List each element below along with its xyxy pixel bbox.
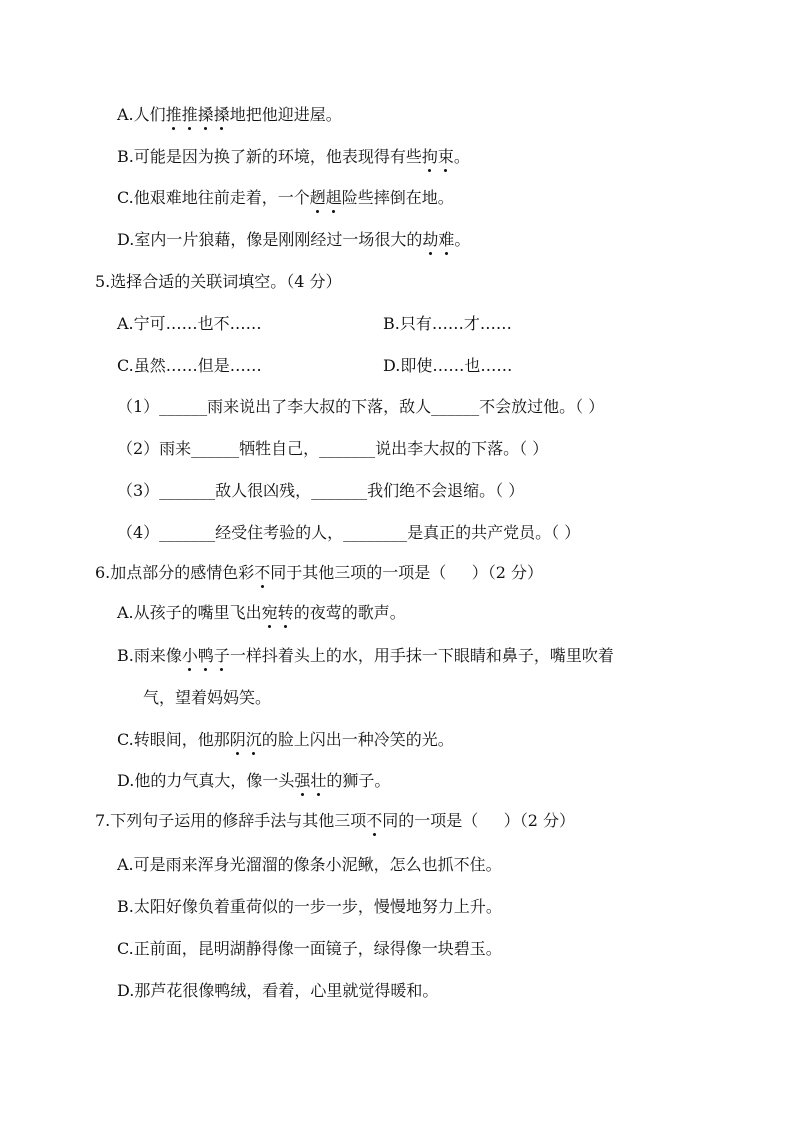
q6-option-d bbox=[117, 770, 390, 792]
emphasized-char: 推 bbox=[181, 105, 198, 124]
q5-title: 5.选择合适的关联词填空。（4 分） bbox=[95, 272, 342, 291]
emphasized-char: 束 bbox=[437, 147, 454, 166]
emphasized-char: 子 bbox=[213, 646, 230, 665]
q4-option-d bbox=[117, 229, 470, 251]
text-segment: 的夜莺的歌声。 bbox=[293, 603, 406, 622]
text-segment: 6.加点部分的感情色彩 bbox=[95, 563, 255, 582]
text-segment: B.可能是因为换了新的环境，他表现得有些 bbox=[117, 147, 422, 166]
emphasized-char: 宛 bbox=[261, 603, 278, 622]
emphasized-char: 不 bbox=[254, 563, 271, 582]
text-segment: 一样抖着头上的水，用手抹一下眼睛和鼻子，嘴里吹着 bbox=[229, 646, 614, 665]
q4-option-b bbox=[117, 146, 470, 168]
text-segment: C.他艰难地往前走着，一个 bbox=[117, 188, 310, 207]
emphasized-char: 小 bbox=[181, 646, 198, 665]
text-segment: A.人们 bbox=[117, 105, 166, 124]
q7-option-c: C.正前面，昆明湖静得像一面镜子，绿得像一块碧玉。 bbox=[117, 939, 502, 958]
q5-option-d: D.即使……也…… bbox=[383, 356, 513, 375]
emphasized-char: 转 bbox=[277, 603, 294, 622]
emphasized-char: 搡 bbox=[213, 105, 230, 124]
emphasized-char: 阴 bbox=[229, 730, 246, 749]
q5-option-c: C.虽然……但是…… bbox=[117, 356, 262, 375]
q5-option-a: A.宁可……也不…… bbox=[117, 314, 262, 333]
emphasized-char: 鸭 bbox=[197, 646, 214, 665]
q5-option-b: B.只有……才…… bbox=[383, 314, 512, 333]
text-segment: 同的一项是（ ）（2 分） bbox=[382, 811, 575, 830]
text-segment: D.他的力气真大，像一头 bbox=[117, 771, 295, 790]
q7-option-a: A.可是雨来浑身光溜溜的像条小泥鳅，怎么也抓不住。 bbox=[117, 855, 502, 874]
emphasized-char: 沉 bbox=[245, 730, 262, 749]
q6-option-b bbox=[117, 645, 614, 667]
text-segment: B.雨来像 bbox=[117, 646, 182, 665]
q4-option-a bbox=[117, 104, 342, 126]
q5-item-2: （2）雨来______牺牲自己，_______说出李大叔的下落。（ ） bbox=[117, 439, 549, 458]
text-segment: A.从孩子的嘴里飞出 bbox=[117, 603, 262, 622]
text-segment: 同于其他三项的一项是（ ）（2 分） bbox=[270, 563, 543, 582]
text-segment: 地把他迎进屋。 bbox=[229, 105, 342, 124]
text-segment: 的狮子。 bbox=[326, 771, 391, 790]
emphasized-char: 不 bbox=[366, 811, 383, 830]
emphasized-char: 推 bbox=[165, 105, 182, 124]
q7-title bbox=[95, 810, 575, 832]
q6-option-b-cont bbox=[143, 687, 271, 709]
q6-option-a bbox=[117, 602, 406, 624]
text-segment: 。 bbox=[454, 230, 471, 249]
q5-item-3: （3）_______敌人很凶残，_______我们绝不会退缩。（ ） bbox=[117, 481, 525, 500]
q6-option-c bbox=[117, 729, 454, 751]
q5-item-4: （4）_______经受住考验的人，________是真正的共产党员。（ ） bbox=[117, 523, 581, 542]
q6-title bbox=[95, 562, 543, 584]
text-segment: 的脸上闪出一种冷笑的光。 bbox=[261, 730, 454, 749]
text-segment: 。 bbox=[453, 147, 470, 166]
text-segment: 气，望着妈妈笑。 bbox=[143, 688, 272, 707]
text-segment: 7.下列句子运用的修辞手法与其他三项 bbox=[95, 811, 367, 830]
text-segment: D.室内一片狼藉，像是刚刚经过一场很大的 bbox=[117, 230, 423, 249]
q4-option-c bbox=[117, 187, 454, 209]
emphasized-char: 难 bbox=[438, 230, 455, 249]
emphasized-char: 劫 bbox=[422, 230, 439, 249]
emphasized-char: 拘 bbox=[421, 147, 438, 166]
q7-option-b: B.太阳好像负着重荷似的一步一步，慢慢地努力上升。 bbox=[117, 897, 502, 916]
text-segment: C.转眼间，他那 bbox=[117, 730, 230, 749]
text-segment: 险些摔倒在地。 bbox=[341, 188, 454, 207]
emphasized-char: 趄 bbox=[325, 188, 342, 207]
emphasized-char: 搡 bbox=[197, 105, 214, 124]
emphasized-char: 强 bbox=[294, 771, 311, 790]
q5-item-1: （1）______雨来说出了李大叔的下落，敌人______不会放过他。（ ） bbox=[117, 397, 605, 416]
emphasized-char: 趔 bbox=[309, 188, 326, 207]
emphasized-char: 壮 bbox=[310, 771, 327, 790]
q7-option-d: D.那芦花很像鸭绒，看着，心里就觉得暖和。 bbox=[117, 981, 439, 1000]
